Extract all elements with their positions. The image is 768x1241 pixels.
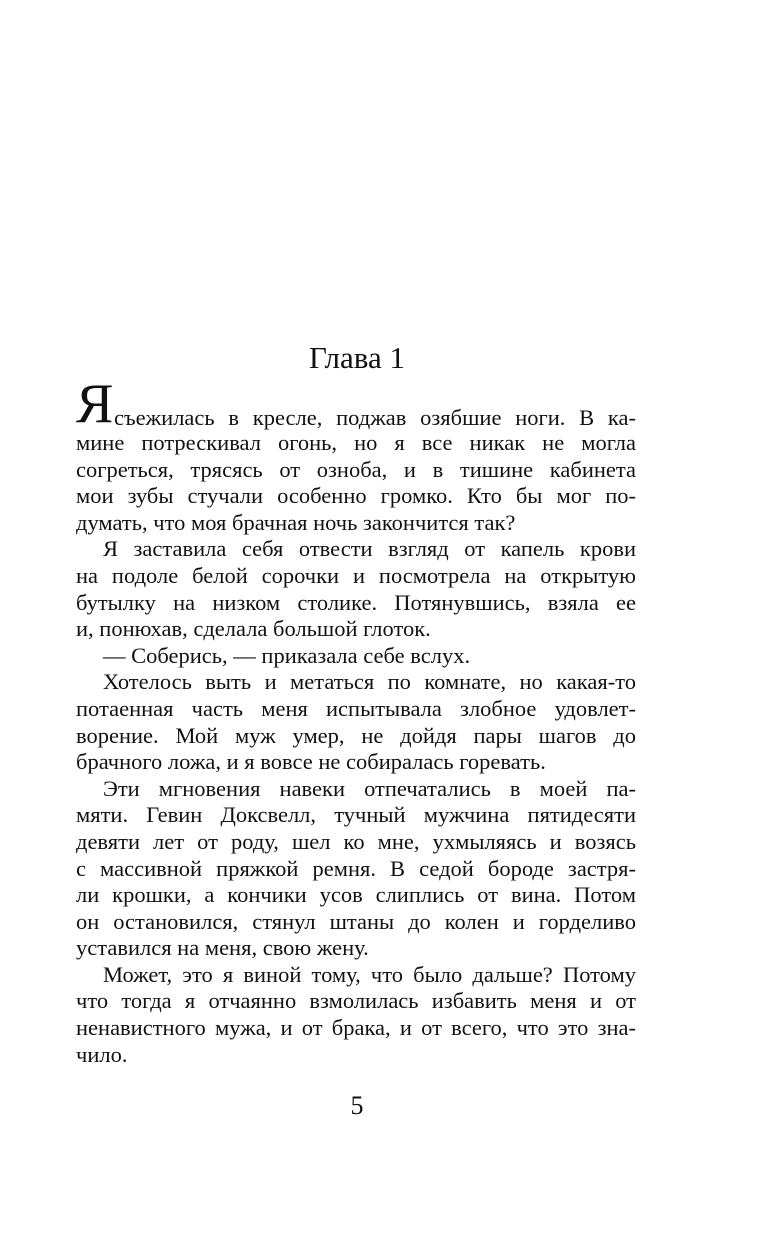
text-line: думать, что моя брачная ночь закончится так? (76, 509, 516, 535)
paragraph-6 (76, 962, 636, 1068)
chapter-title: Глава 1 (308, 340, 406, 375)
drop-cap: Я (76, 373, 114, 435)
text-line: мяти. Гевин Доксвелл, тучный мужчина пятидесяти (76, 802, 636, 828)
text-line: мине потрескивал огонь, но я все никак не могла (76, 430, 636, 455)
text-line: что тогда я отчаянно взмолилась избавить меня и от (76, 988, 636, 1014)
text-line: Хотелось выть и метаться по комнате, но какая-то (103, 669, 636, 695)
text-line: бутылку на низком столике. Потянувшись, взяла ее (76, 589, 636, 615)
text-line: с массивной пряжкой ремня. В седой бороде застря- (76, 855, 636, 881)
text-line: Эти мгновения навеки отпечатались в моей па- (103, 775, 636, 801)
text-line: — Соберись, — приказала себе вслух. (103, 642, 471, 668)
paragraph-3 (76, 643, 636, 670)
text-line: чило. (76, 1041, 128, 1067)
text-line: ненавистного мужа, и от брака, и от всего, что это зна- (76, 1015, 636, 1041)
paragraph-4 (76, 669, 636, 775)
first-line-with-drop-cap (76, 373, 636, 435)
text-line: Я заставила себя отвести взгляд от капель крови (103, 536, 636, 562)
text-line: съежилась в кресле, поджав озябшие ноги. В ка- (114, 405, 636, 430)
text-line: он остановился, стянул штаны до колен и горделиво (76, 908, 636, 934)
text-line: брачного ложа, и я вовсе не собиралась горевать. (76, 749, 546, 775)
text-line: Может, это я виной тому, что было дальше? Потому (103, 961, 636, 987)
body-text (76, 373, 636, 1068)
text-line: потаенная часть меня испытывала злобное удовлет- (76, 695, 636, 721)
text-line: уставился на меня, свою жену. (76, 935, 369, 961)
paragraph-1 (76, 373, 636, 536)
text-line: ворение. Мой муж умер, не дойдя пары шагов до (76, 722, 636, 748)
text-line: согреться, трясясь от озноба, и в тишине кабинета (76, 456, 636, 482)
text-line: мои зубы стучали особенно громко. Кто бы мог по- (76, 483, 636, 509)
page-number: 5 (350, 1091, 364, 1120)
text-line: на подоле белой сорочки и посмотрела на открытую (76, 562, 636, 588)
text-line: и, понюхав, сделала большой глоток. (76, 616, 431, 642)
paragraph-2 (76, 536, 636, 642)
text-line: девяти лет от роду, шел ко мне, ухмыляясь и возясь (76, 828, 636, 854)
text-line: ли крошки, а кончики усов слиплись от вина. Потом (76, 882, 636, 908)
paragraph-5 (76, 776, 636, 962)
